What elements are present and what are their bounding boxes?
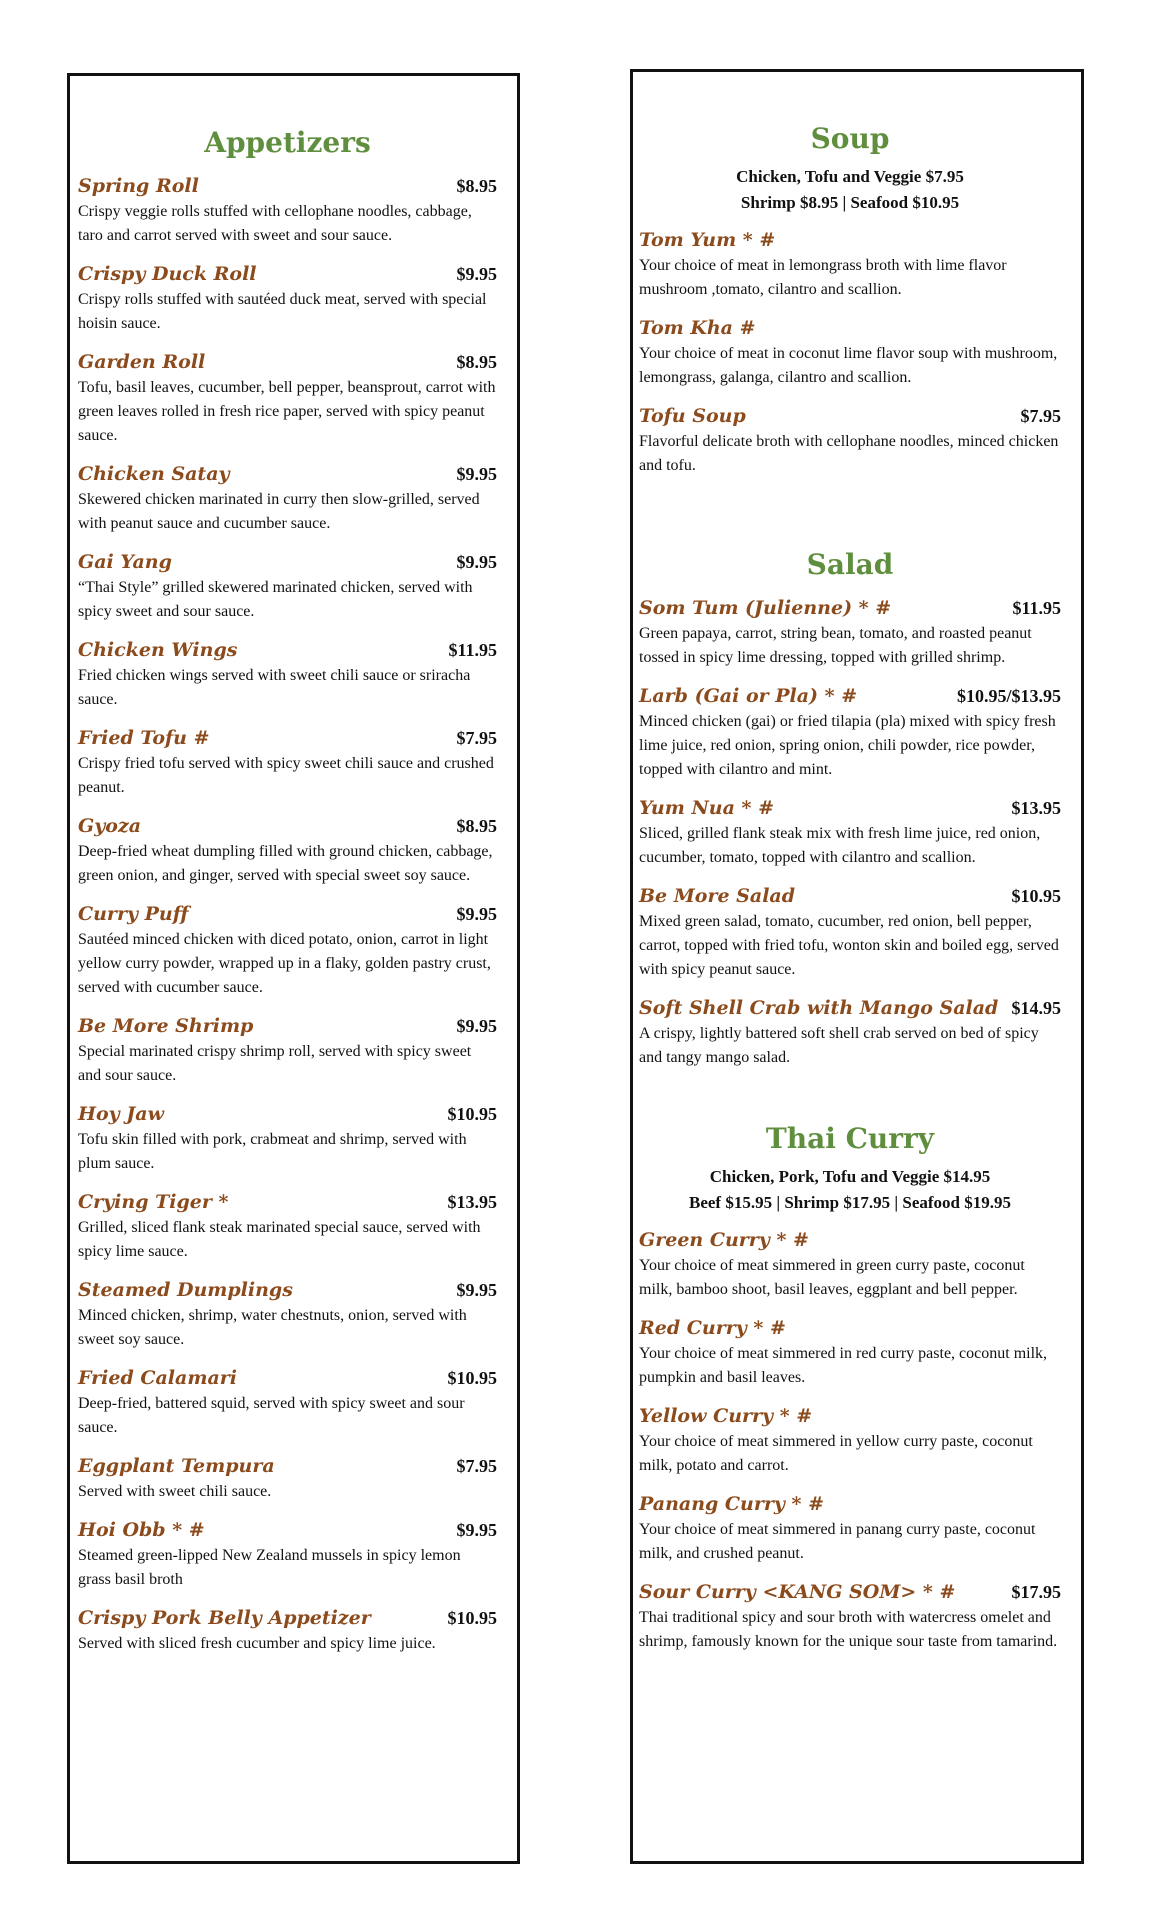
menu-item <box>639 682 1061 782</box>
menu-item-description: Tofu skin filled with pork, crabmeat and shrimp, served with plum sauce. <box>78 1131 467 1172</box>
menu-item-price: $11.95 <box>448 640 497 660</box>
menu-item-name: Spring Roll <box>78 175 199 197</box>
menu-item-description: Fried chicken wings served with sweet chili sauce or sriracha sauce. <box>78 667 471 708</box>
menu-item <box>78 724 497 800</box>
menu-item-header <box>639 594 1061 622</box>
menu-item-price: $13.95 <box>1011 798 1061 818</box>
menu-item-description: Crispy veggie rolls stuffed with cellophane noodles, cabbage, taro and carrot served with sweet and sour sauce. <box>78 203 472 244</box>
menu-item-header <box>639 994 1061 1022</box>
menu-item-name: Fried Calamari <box>78 1367 237 1389</box>
menu-item-header <box>639 402 1061 430</box>
menu-item-header <box>78 548 497 576</box>
menu-item <box>639 314 1061 390</box>
menu-item-description: Your choice of meat in coconut lime flavor soup with mushroom, lemongrass, galanga, cilantro and scallion. <box>639 345 1058 386</box>
menu-item-header <box>639 1578 1061 1606</box>
menu-item-price: $10.95/$13.95 <box>956 686 1061 706</box>
menu-item-header <box>639 682 1061 710</box>
menu-item-name: Crispy Duck Roll <box>78 263 257 285</box>
menu-item-description: “Thai Style” grilled skewered marinated chicken, served with spicy sweet and sour sauce. <box>78 579 473 620</box>
appetizers-panel <box>67 73 520 1864</box>
menu-item-header <box>78 1188 497 1216</box>
menu-item-name: Hoy Jaw <box>78 1103 164 1125</box>
menu-item-description: Your choice of meat in lemongrass broth with lime flavor mushroom ,tomato, cilantro and scallion. <box>639 257 1007 298</box>
menu-item-name: Som Tum (Julienne) * # <box>639 597 892 619</box>
curry-price-line-1: Chicken, Pork, Tofu and Veggie $14.95 <box>709 1167 991 1186</box>
menu-item <box>78 460 497 536</box>
curry-list <box>639 1226 1061 1654</box>
menu-item <box>639 1490 1061 1566</box>
menu-item-header <box>78 1012 497 1040</box>
menu-item-price: $8.95 <box>456 352 497 372</box>
menu-item <box>78 548 497 624</box>
menu-item-name: Yum Nua * # <box>639 797 775 819</box>
menu-item <box>639 994 1061 1070</box>
menu-item-header <box>78 1604 497 1632</box>
menu-item-name: Tom Kha # <box>639 317 756 339</box>
menu-item-name: Panang Curry * # <box>639 1493 825 1515</box>
menu-item-name: Soft Shell Crab with Mango Salad <box>639 997 999 1019</box>
menu-item-description: Crispy fried tofu served with spicy sweet chili sauce and crushed peanut. <box>78 755 494 796</box>
menu-item <box>78 1188 497 1264</box>
section-spacer <box>639 1082 1061 1122</box>
menu-item-price: $11.95 <box>1012 598 1061 618</box>
menu-item <box>639 402 1061 478</box>
menu-item <box>78 900 497 1000</box>
menu-item-description: Your choice of meat simmered in yellow curry paste, coconut milk, potato and carrot. <box>639 1433 1033 1474</box>
menu-item <box>639 594 1061 670</box>
menu-item-description: Skewered chicken marinated in curry then slow-grilled, served with peanut sauce and cucumber sauce. <box>78 491 480 532</box>
menu-item-header <box>639 794 1061 822</box>
menu-item-header <box>78 636 497 664</box>
menu-item-header <box>639 1314 1061 1342</box>
menu-item-description: Crispy rolls stuffed with sautéed duck meat, served with special hoisin sauce. <box>78 291 487 332</box>
menu-item-header <box>78 1100 497 1128</box>
menu-item-description: Minced chicken (gai) or fried tilapia (pla) mixed with spicy fresh lime juice, red onion, spring onion, chili powder, rice powder, topped with cilantro and mint. <box>639 713 1056 778</box>
menu-item-description: Sautéed minced chicken with diced potato, onion, carrot in light yellow curry powder, wrapped up in a flaky, golden pastry crust, served with cucumber sauce. <box>78 931 491 996</box>
menu-item-price: $9.95 <box>456 1520 497 1540</box>
menu-item <box>78 1604 497 1656</box>
menu-item-header <box>78 900 497 928</box>
menu-item-description: Steamed green-lipped New Zealand mussels in spicy lemon grass basil broth <box>78 1547 461 1588</box>
menu-item-name: Fried Tofu # <box>78 727 210 749</box>
menu-item-price: $8.95 <box>456 816 497 836</box>
menu-item <box>78 172 497 248</box>
menu-item-name: Be More Salad <box>639 885 796 907</box>
menu-item-description: Sliced, grilled flank steak mix with fresh lime juice, red onion, cucumber, tomato, topped with cilantro and scallion. <box>639 825 1041 866</box>
salad-title: Salad <box>806 548 894 581</box>
menu-item-description: Served with sliced fresh cucumber and spicy lime juice. <box>78 1635 436 1652</box>
appetizers-title: Appetizers <box>204 126 371 159</box>
menu-item <box>639 1578 1061 1654</box>
menu-item-name: Gai Yang <box>78 551 172 573</box>
soup-price-line-1: Chicken, Tofu and Veggie $7.95 <box>736 167 964 186</box>
menu-item-header <box>639 314 1061 342</box>
menu-item-description: Flavorful delicate broth with cellophane noodles, minced chicken and tofu. <box>639 433 1059 474</box>
menu-item <box>639 1402 1061 1478</box>
right-panel <box>630 69 1084 1864</box>
menu-item-name: Crying Tiger * <box>78 1191 229 1213</box>
menu-item-header <box>78 1452 497 1480</box>
menu-item <box>639 794 1061 870</box>
menu-item-header <box>639 882 1061 910</box>
menu-item-price: $10.95 <box>1011 886 1061 906</box>
curry-title: Thai Curry <box>765 1122 935 1155</box>
menu-item-name: Eggplant Tempura <box>78 1455 275 1477</box>
menu-item <box>639 882 1061 982</box>
menu-item-header <box>78 348 497 376</box>
menu-item-header <box>639 1226 1061 1254</box>
salad-list <box>639 594 1061 1070</box>
menu-item-header <box>78 724 497 752</box>
menu-item-price: $9.95 <box>456 464 497 484</box>
menu-item-price: $13.95 <box>447 1192 497 1212</box>
menu-item-description: Deep-fried, battered squid, served with spicy sweet and sour sauce. <box>78 1395 465 1436</box>
menu-item-price: $10.95 <box>447 1608 497 1628</box>
menu-item <box>78 1364 497 1440</box>
menu-item <box>78 1452 497 1504</box>
menu-item-price: $7.95 <box>456 728 497 748</box>
menu-item-price: $17.95 <box>1011 1582 1061 1602</box>
menu-item-price: $14.95 <box>1011 998 1061 1018</box>
menu-item-price: $10.95 <box>447 1368 497 1388</box>
menu-item-header <box>639 226 1061 254</box>
menu-item-description: Your choice of meat simmered in green curry paste, coconut milk, bamboo shoot, basil leaves, eggplant and bell pepper. <box>639 1257 1025 1298</box>
menu-item-name: Chicken Satay <box>78 463 230 485</box>
menu-item <box>78 348 497 448</box>
menu-item-name: Tom Yum * # <box>639 229 776 251</box>
menu-item-description: A crispy, lightly battered soft shell crab served on bed of spicy and tangy mango salad. <box>639 1025 1039 1066</box>
menu-item-name: Crispy Pork Belly Appetizer <box>78 1607 371 1629</box>
menu-item-name: Hoi Obb * # <box>78 1519 205 1541</box>
soup-list <box>639 226 1061 478</box>
appetizers-list <box>78 172 497 1656</box>
menu-item-name: Tofu Soup <box>639 405 746 427</box>
menu-item-price: $7.95 <box>456 1456 497 1476</box>
menu-item-name: Yellow Curry * # <box>639 1405 813 1427</box>
menu-item-description: Mixed green salad, tomato, cucumber, red onion, bell pepper, carrot, topped with fried tofu, wonton skin and boiled egg, served with spicy peanut sauce. <box>639 913 1059 978</box>
menu-item-description: Grilled, sliced flank steak marinated special sauce, served with spicy lime sauce. <box>78 1219 481 1260</box>
menu-item-header <box>78 1276 497 1304</box>
menu-item-description: Minced chicken, shrimp, water chestnuts, onion, served with sweet soy sauce. <box>78 1307 467 1348</box>
menu-item-name: Sour Curry <KANG SOM> * # <box>639 1581 956 1603</box>
soup-title: Soup <box>810 122 890 155</box>
menu-item-price: $9.95 <box>456 1280 497 1300</box>
menu-item-description: Green papaya, carrot, string bean, tomato, and roasted peanut tossed in spicy lime dressing, topped with grilled shrimp. <box>639 625 1032 666</box>
menu-item-price: $10.95 <box>447 1104 497 1124</box>
menu-item-header <box>78 260 497 288</box>
menu-item-description: Your choice of meat simmered in red curry paste, coconut milk, pumpkin and basil leaves. <box>639 1345 1048 1386</box>
menu-item-price: $9.95 <box>456 904 497 924</box>
menu-item-header <box>639 1402 1061 1430</box>
menu-item <box>78 1012 497 1088</box>
menu-item-header <box>78 1364 497 1392</box>
menu-item-name: Steamed Dumplings <box>78 1279 293 1301</box>
menu-item <box>78 812 497 888</box>
menu-item-name: Be More Shrimp <box>78 1015 254 1037</box>
menu-item-price: $7.95 <box>1020 406 1061 426</box>
menu-item <box>639 1226 1061 1302</box>
menu-item-header <box>78 812 497 840</box>
menu-item-name: Larb (Gai or Pla) * # <box>639 685 858 707</box>
menu-item-name: Red Curry * # <box>639 1317 786 1339</box>
menu-item-name: Green Curry * # <box>639 1229 809 1251</box>
menu-item-price: $9.95 <box>456 264 497 284</box>
menu-item <box>78 1516 497 1592</box>
menu-item <box>78 1276 497 1352</box>
menu-item <box>639 226 1061 302</box>
menu-item-description: Served with sweet chili sauce. <box>78 1483 272 1500</box>
menu-item-price: $9.95 <box>456 1016 497 1036</box>
menu-item <box>78 1100 497 1176</box>
menu-item-description: Your choice of meat simmered in panang curry paste, coconut milk, and crushed peanut. <box>639 1521 1036 1562</box>
menu-item-header <box>78 1516 497 1544</box>
menu-item <box>639 1314 1061 1390</box>
menu-item <box>78 636 497 712</box>
menu-item-price: $9.95 <box>456 552 497 572</box>
menu-item-header <box>78 460 497 488</box>
menu-item-name: Gyoza <box>78 815 142 837</box>
menu-item-description: Special marinated crispy shrimp roll, served with spicy sweet and sour sauce. <box>78 1043 472 1084</box>
menu-item-name: Garden Roll <box>78 351 206 373</box>
menu-item-header <box>78 172 497 200</box>
section-spacer <box>639 490 1061 548</box>
menu-item <box>78 260 497 336</box>
soup-price-line-2: Shrimp $8.95 | Seafood $10.95 <box>740 193 960 212</box>
menu-item-description: Thai traditional spicy and sour broth with watercress omelet and shrimp, famously known for the unique sour taste from tamarind. <box>639 1609 1058 1650</box>
menu-item-description: Tofu, basil leaves, cucumber, bell pepper, beansprout, carrot with green leaves rolled in fresh rice paper, served with spicy peanut sauce. <box>78 379 496 444</box>
menu-item-header <box>639 1490 1061 1518</box>
menu-item-name: Chicken Wings <box>78 639 238 661</box>
menu-item-description: Deep-fried wheat dumpling filled with ground chicken, cabbage, green onion, and ginger, served with special sweet soy sauce. <box>78 843 493 884</box>
menu-item-price: $8.95 <box>456 176 497 196</box>
menu-item-name: Curry Puff <box>78 903 189 925</box>
curry-price-line-2: Beef $15.95 | Shrimp $17.95 | Seafood $19.95 <box>689 1193 1011 1212</box>
